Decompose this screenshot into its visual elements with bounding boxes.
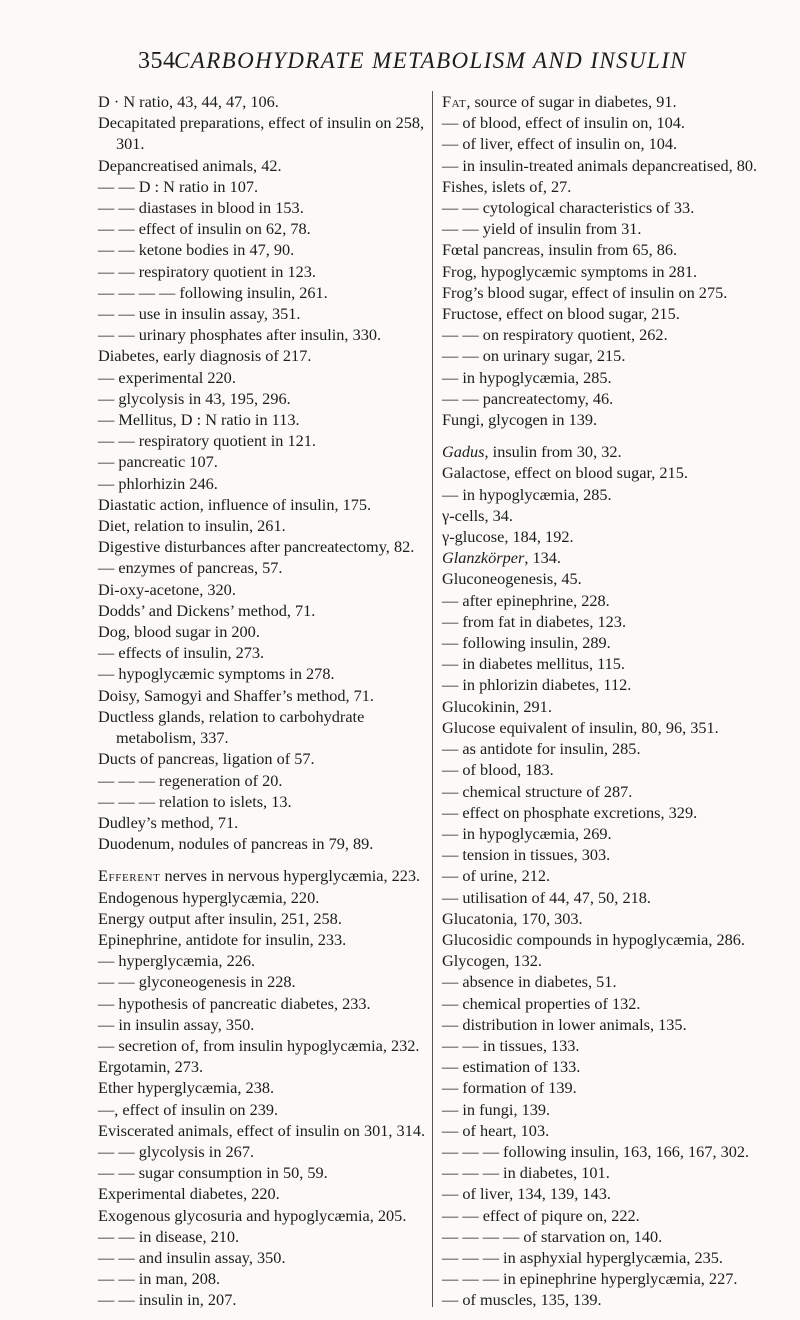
index-entry <box>442 1289 780 1310</box>
entry-text: — glycolysis in 43, 195, 296. <box>98 388 291 408</box>
index-entry <box>442 1162 780 1183</box>
index-entry <box>442 282 780 303</box>
entry-text: — — effect of insulin on 62, 78. <box>98 219 311 239</box>
index-entry <box>98 261 428 282</box>
entry-text: Galactose, effect on blood sugar, 215. <box>442 463 688 483</box>
index-entry <box>442 1268 780 1289</box>
page-header <box>138 48 778 88</box>
entry-text: — — — regeneration of 20. <box>98 770 283 790</box>
index-entry <box>442 929 780 950</box>
index-entry <box>98 451 428 472</box>
index-entry <box>98 345 428 366</box>
column-divider <box>432 91 433 1307</box>
entry-text: — experimental 220. <box>98 367 236 387</box>
entry-text: — estimation of 133. <box>442 1057 581 1077</box>
index-entry <box>442 823 780 844</box>
index-entry <box>442 261 780 282</box>
entry-text: — in insulin-treated animals depancreatised, 80. <box>442 155 758 175</box>
index-entry <box>98 1099 428 1120</box>
index-entry <box>442 155 780 176</box>
index-entry <box>98 971 428 992</box>
index-entry <box>442 717 780 738</box>
index-entry <box>442 197 780 218</box>
entry-text: Fructose, effect on blood sugar, 215. <box>442 304 680 324</box>
index-entry <box>442 1247 780 1268</box>
entry-text: — of blood, effect of insulin on, 104. <box>442 113 685 133</box>
entry-text: Glycogen, 132. <box>442 951 542 971</box>
index-entry <box>442 462 780 483</box>
entry-text: Ether hyperglycæmia, 238. <box>98 1078 275 1098</box>
entry-text: — — sugar consumption in 50, 59. <box>98 1163 328 1183</box>
index-entry <box>98 282 428 303</box>
index-entry <box>98 1183 428 1204</box>
index-entry <box>98 1077 428 1098</box>
index-entry <box>442 367 780 388</box>
index-entry <box>442 409 780 430</box>
entry-text: — — respiratory quotient in 123. <box>98 261 316 281</box>
entry-text: Glucosidic compounds in hypoglycæmia, 286. <box>442 929 745 949</box>
entry-text: — of heart, 103. <box>442 1120 550 1140</box>
entry-text: — — yield of insulin from 31. <box>442 219 642 239</box>
entry-text: — after epinephrine, 228. <box>442 590 610 610</box>
index-entry <box>442 653 780 674</box>
entry-text: — effect on phosphate excretions, 329. <box>442 802 698 822</box>
index-entry <box>98 685 428 706</box>
entry-text: Doisy, Samogyi and Shaffer’s method, 71. <box>98 685 375 705</box>
index-entry <box>98 155 428 176</box>
index-entry <box>98 621 428 642</box>
entry-text: Dog, blood sugar in 200. <box>98 622 260 642</box>
index-entry <box>98 176 428 197</box>
index-entry <box>442 674 780 695</box>
entry-text: — of muscles, 135, 139. <box>442 1290 602 1310</box>
entry-text: — of liver, effect of insulin on, 104. <box>442 134 678 154</box>
index-entry <box>442 781 780 802</box>
entry-text: — — insulin in, 207. <box>98 1290 237 1310</box>
index-entry <box>98 218 428 239</box>
index-entry <box>442 505 780 526</box>
entry-text: — Mellitus, D : N ratio in 113. <box>98 410 300 430</box>
entry-text: — — and insulin assay, 350. <box>98 1247 286 1267</box>
index-entry <box>442 112 780 133</box>
entry-text: Fœtal pancreas, insulin from 65, 86. <box>442 240 678 260</box>
entry-text: — — respiratory quotient in 121. <box>98 431 316 451</box>
entry-text: Diet, relation to insulin, 261. <box>98 516 286 536</box>
index-entry <box>98 197 428 218</box>
entry-text: — of liver, 134, 139, 143. <box>442 1184 611 1204</box>
index-entry <box>442 971 780 992</box>
index-entry <box>442 218 780 239</box>
index-entry <box>98 303 428 324</box>
index-entry <box>98 770 428 791</box>
index-entry <box>98 706 428 748</box>
entry-text: — enzymes of pancreas, 57. <box>98 558 283 578</box>
entry-text: — chemical properties of 132. <box>442 993 641 1013</box>
index-entry <box>98 1141 428 1162</box>
entry-text: — formation of 139. <box>442 1078 577 1098</box>
index-entry <box>98 1162 428 1183</box>
entry-text: — — on respiratory quotient, 262. <box>442 325 668 345</box>
entry-text: Gluconeogenesis, 45. <box>442 569 582 589</box>
entry-text: Epinephrine, antidote for insulin, 233. <box>98 929 347 949</box>
entry-text: , insulin from 30, 32. <box>484 442 622 462</box>
entry-text: Ducts of pancreas, ligation of 57. <box>98 749 315 769</box>
entry-text: — — ketone bodies in 47, 90. <box>98 240 295 260</box>
entry-text: Fungi, glycogen in 139. <box>442 410 598 430</box>
index-entry <box>98 993 428 1014</box>
entry-text: — secretion of, from insulin hypoglycæmia, 232. <box>98 1035 420 1055</box>
entry-text: — — use in insulin assay, 351. <box>98 304 301 324</box>
index-entry <box>98 430 428 451</box>
entry-text: Exogenous glycosuria and hypoglycæmia, 205. <box>98 1205 407 1225</box>
entry-text: — hyperglycæmia, 226. <box>98 951 256 971</box>
entry-text: Eviscerated animals, effect of insulin on 301, 314. <box>98 1120 426 1140</box>
entry-text: — — — in diabetes, 101. <box>442 1163 610 1183</box>
entry-text: Dodds’ and Dickens’ method, 71. <box>98 600 316 620</box>
index-entry <box>442 865 780 886</box>
index-entry <box>442 239 780 260</box>
index-entry <box>442 1226 780 1247</box>
index-entry <box>442 568 780 589</box>
index-entry <box>442 844 780 865</box>
index-entry <box>98 600 428 621</box>
entry-text: — — effect of piqure on, 222. <box>442 1205 640 1225</box>
index-entry <box>442 484 780 505</box>
entry-text: Frog’s blood sugar, effect of insulin on 275. <box>442 282 728 302</box>
index-entry <box>98 112 428 154</box>
index-entry <box>442 802 780 823</box>
index-entry <box>98 908 428 929</box>
entry-text: — in fungi, 139. <box>442 1099 551 1119</box>
index-entry <box>98 887 428 908</box>
entry-text: Endogenous hyperglycæmia, 220. <box>98 887 320 907</box>
entry-text: Digestive disturbances after pancreatectomy, 82. <box>98 537 415 557</box>
entry-text: — — glycolysis in 267. <box>98 1141 255 1161</box>
index-entry <box>442 1120 780 1141</box>
index-entry <box>98 1014 428 1035</box>
index-entry <box>442 887 780 908</box>
entry-headword: Fat <box>442 92 467 111</box>
entry-text: — — — — of starvation on, 140. <box>442 1226 663 1246</box>
index-entry <box>442 611 780 632</box>
entry-text: — in diabetes mellitus, 115. <box>442 654 625 674</box>
entry-text: — — in man, 208. <box>98 1269 221 1289</box>
index-entry <box>442 526 780 547</box>
entry-text: — — — in asphyxial hyperglycæmia, 235. <box>442 1247 723 1267</box>
index-entry <box>442 1141 780 1162</box>
entry-text: — phlorhizin 246. <box>98 473 218 493</box>
index-entry <box>442 345 780 366</box>
index-entry <box>98 1035 428 1056</box>
index-entry <box>98 791 428 812</box>
entry-text: — — on urinary sugar, 215. <box>442 346 626 366</box>
index-entry <box>442 993 780 1014</box>
index-entry <box>442 303 780 324</box>
index-entry <box>442 1056 780 1077</box>
index-entry <box>98 1289 428 1310</box>
index-entry <box>442 1035 780 1056</box>
entry-text: D · N ratio, 43, 44, 47, 106. <box>98 92 279 111</box>
index-entry <box>98 1226 428 1247</box>
entry-headword: Efferent <box>98 866 161 886</box>
index-entry <box>442 1014 780 1035</box>
index-entry <box>98 579 428 600</box>
index-entry <box>442 176 780 197</box>
index-entry <box>442 632 780 653</box>
index-entry <box>98 833 428 854</box>
entry-text: — in hypoglycæmia, 269. <box>442 823 612 843</box>
entry-text: Glucatonia, 170, 303. <box>442 908 583 928</box>
entry-text: — — D : N ratio in 107. <box>98 176 259 196</box>
entry-text: — hypoglycæmic symptoms in 278. <box>98 664 335 684</box>
entry-text: Glucokinin, 291. <box>442 696 552 716</box>
entry-text: — pancreatic 107. <box>98 452 218 472</box>
index-entry <box>98 473 428 494</box>
index-entry <box>98 1205 428 1226</box>
entry-text: , 134. <box>524 548 561 568</box>
index-column-right <box>442 91 780 1311</box>
index-entry <box>442 950 780 971</box>
index-entry <box>98 748 428 769</box>
index-entry <box>98 950 428 971</box>
entry-text: — — — in epinephrine hyperglycæmia, 227. <box>442 1269 738 1289</box>
entry-text: — — — following insulin, 163, 166, 167, 302. <box>442 1141 750 1161</box>
index-entry <box>442 324 780 345</box>
index-entry <box>442 91 780 112</box>
index-entry <box>98 865 428 886</box>
entry-text: —, effect of insulin on 239. <box>98 1099 279 1119</box>
entry-text: — — — relation to islets, 13. <box>98 791 292 811</box>
index-entry <box>442 547 780 568</box>
entry-text: , source of sugar in diabetes, 91. <box>466 92 677 111</box>
entry-text: — as antidote for insulin, 285. <box>442 739 641 759</box>
entry-headword: Glanzkörper <box>442 548 525 568</box>
entry-text: Diabetes, early diagnosis of 217. <box>98 346 312 366</box>
entry-text: — from fat in diabetes, 123. <box>442 611 627 631</box>
entry-text: — hypothesis of pancreatic diabetes, 233. <box>98 993 371 1013</box>
index-entry <box>442 1183 780 1204</box>
entry-headword: Gadus <box>442 442 485 462</box>
entry-text: — tension in tissues, 303. <box>442 845 611 865</box>
index-entry <box>98 239 428 260</box>
entry-text: — — — — following insulin, 261. <box>98 282 328 302</box>
index-entry <box>442 1099 780 1120</box>
entry-text: Ergotamin, 273. <box>98 1057 204 1077</box>
index-entry <box>98 91 428 112</box>
entry-text: — chemical structure of 287. <box>442 781 633 801</box>
entry-text: Duodenum, nodules of pancreas in 79, 89. <box>98 834 374 854</box>
index-entry <box>98 367 428 388</box>
index-entry <box>442 908 780 929</box>
index-entry <box>98 1268 428 1289</box>
entry-text: Dudley’s method, 71. <box>98 812 239 832</box>
entry-text: — of blood, 183. <box>442 760 554 780</box>
entry-text: — utilisation of 44, 47, 50, 218. <box>442 887 651 907</box>
index-entry <box>98 536 428 557</box>
entry-text: — — diastases in blood in 153. <box>98 198 304 218</box>
section-gap <box>98 854 428 865</box>
entry-text: Glucose equivalent of insulin, 80, 96, 351. <box>442 717 719 737</box>
index-entry <box>98 557 428 578</box>
index-entry <box>98 1247 428 1268</box>
index-entry <box>442 590 780 611</box>
index-entry <box>98 642 428 663</box>
index-entry <box>98 494 428 515</box>
entry-text: Energy output after insulin, 251, 258. <box>98 908 342 928</box>
index-entry <box>442 696 780 717</box>
entry-text: Fishes, islets of, 27. <box>442 176 572 196</box>
entry-text: — effects of insulin, 273. <box>98 643 265 663</box>
index-entry <box>98 812 428 833</box>
entry-text: Experimental diabetes, 220. <box>98 1184 280 1204</box>
entry-text: — in hypoglycæmia, 285. <box>442 367 612 387</box>
section-gap <box>442 430 780 441</box>
entry-text: γ-glucose, 184, 192. <box>442 527 574 547</box>
entry-text: — in hypoglycæmia, 285. <box>442 484 612 504</box>
running-title: CARBOHYDRATE METABOLISM AND INSULIN <box>174 48 688 73</box>
index-entry <box>98 324 428 345</box>
entry-text: Di-oxy-acetone, 320. <box>98 579 236 599</box>
entry-text: — distribution in lower animals, 135. <box>442 1014 687 1034</box>
entry-text: Diastatic action, influence of insulin, 175. <box>98 494 372 514</box>
entry-text: — of urine, 212. <box>442 866 551 886</box>
entry-text: — — glyconeogenesis in 228. <box>98 972 296 992</box>
index-entry <box>98 1056 428 1077</box>
entry-text: nerves in nervous hyperglycæmia, 223. <box>160 866 421 886</box>
index-entry <box>442 1205 780 1226</box>
index-entry <box>98 515 428 536</box>
index-entry <box>442 388 780 409</box>
entry-text: Frog, hypoglycæmic symptoms in 281. <box>442 261 698 281</box>
index-entry <box>442 759 780 780</box>
index-entry <box>98 663 428 684</box>
entry-text: Ductless glands, relation to carbohydrate metabolism, 337. <box>98 706 365 748</box>
entry-text: — — pancreatectomy, 46. <box>442 388 614 408</box>
index-entry <box>442 1077 780 1098</box>
entry-text: Depancreatised animals, 42. <box>98 155 282 175</box>
index-entry <box>98 409 428 430</box>
entry-text: — absence in diabetes, 51. <box>442 972 617 992</box>
entry-text: — in phlorizin diabetes, 112. <box>442 675 632 695</box>
entry-text: — — in tissues, 133. <box>442 1035 580 1055</box>
index-entry <box>442 133 780 154</box>
index-entry <box>98 929 428 950</box>
index-entry <box>442 738 780 759</box>
entry-text: Decapitated preparations, effect of insulin on 258, 301. <box>98 113 425 154</box>
index-entry <box>98 1120 428 1141</box>
index-entry <box>98 388 428 409</box>
index-column-left <box>98 91 428 1311</box>
page-number: 354 <box>138 48 176 74</box>
entry-text: — — in disease, 210. <box>98 1226 240 1246</box>
entry-text: — — cytological characteristics of 33. <box>442 198 695 218</box>
entry-text: γ-cells, 34. <box>442 505 513 525</box>
entry-text: — — urinary phosphates after insulin, 330. <box>98 325 382 345</box>
index-entry <box>442 441 780 462</box>
entry-text: — following insulin, 289. <box>442 633 611 653</box>
entry-text: — in insulin assay, 350. <box>98 1014 255 1034</box>
